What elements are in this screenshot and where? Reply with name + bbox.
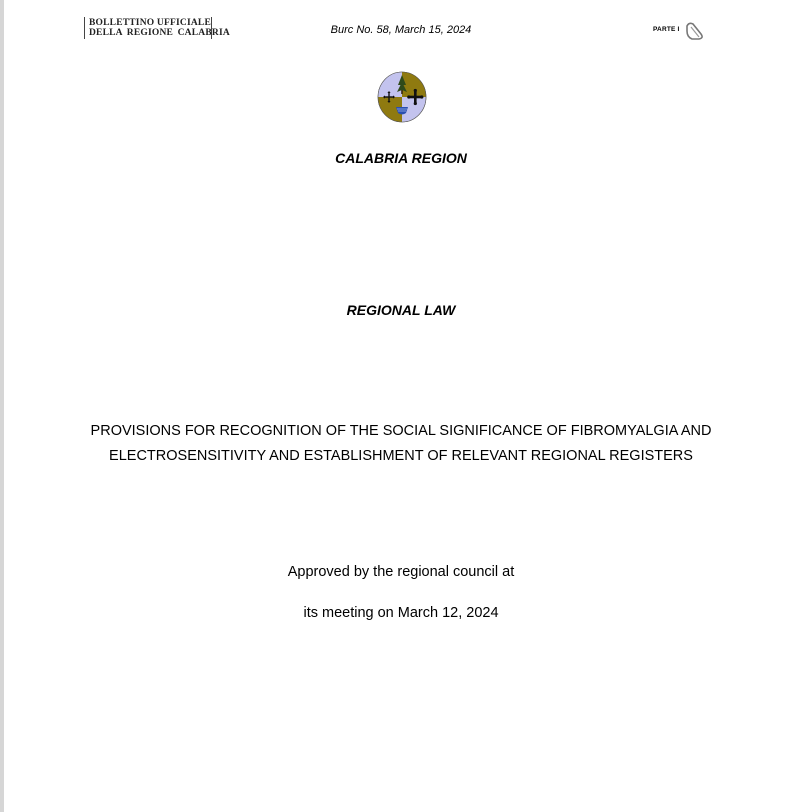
approval-line-1: Approved by the regional council at (287, 564, 515, 580)
part-label: PARTE I (653, 26, 680, 33)
law-subject-line-2: ELECTROSENSITIVITY AND ESTABLISHMENT OF RELEVANT REGIONAL REGISTERS (109, 448, 693, 464)
approval-line-2: its meeting on March 12, 2024 (303, 605, 499, 621)
issue-reference: Burc No. 58, March 15, 2024 (330, 24, 472, 36)
bulletin-title-line-2: DELLA REGIONE CALABRIA (89, 28, 230, 38)
law-subject (0, 419, 794, 469)
region-heading: CALABRIA REGION (335, 150, 467, 166)
bulletin-title-line-1: BOLLETTINO UFFICIALE (89, 18, 211, 28)
law-subject-line-1: PROVISIONS FOR RECOGNITION OF THE SOCIAL SIGNIFICANCE OF FIBROMYALGIA AND (90, 423, 712, 439)
law-type-heading: REGIONAL LAW (346, 302, 456, 318)
part-section-icon (684, 21, 706, 41)
calabria-region-emblem-icon (377, 71, 427, 123)
page-left-edge (0, 0, 4, 812)
